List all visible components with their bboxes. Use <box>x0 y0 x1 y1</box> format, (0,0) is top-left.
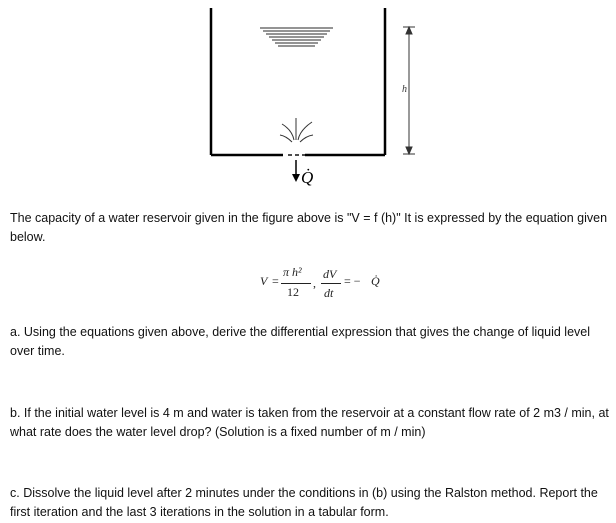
frac-bar-2 <box>321 283 341 284</box>
eq-numerator-2: dV <box>323 267 337 281</box>
flow-label: Q̇ <box>301 168 314 187</box>
question-b: b. If the initial water level is 4 m and water is taken from the reservoir at a constant flow rate of 2 m3 / min, at what rate does the water level drop? (Solution is a fixed number of m / min) <box>10 406 609 439</box>
frac-bar-1 <box>281 283 311 284</box>
eq-denominator-2: dt <box>324 286 334 300</box>
eq-equals-2: = − <box>344 274 361 288</box>
eq-equals-1: = <box>272 274 279 288</box>
intro-text: The capacity of a water reservoir given in the figure above is "V = f (h)" It is expressed by the equation given below. <box>10 211 608 244</box>
down-arrow-icon <box>292 160 300 182</box>
eq-numerator-1: π h² <box>283 265 302 279</box>
outlet-flow-icon <box>280 118 313 142</box>
reservoir-figure <box>0 0 616 200</box>
water-surface-icon <box>260 28 333 46</box>
equation-block <box>250 262 410 306</box>
tank-outline <box>211 8 385 155</box>
eq-lhs: V <box>260 274 268 288</box>
question-a: a. Using the equations given above, derive the differential expression that gives the change of liquid level over time. <box>10 325 591 358</box>
question-c: c. Dissolve the liquid level after 2 minutes under the conditions in (b) using the Ralston method. Report the first iteration and the last 3 iterations in the solution in a tabular form. <box>10 486 598 519</box>
height-label: h <box>402 84 407 95</box>
eq-rhs: Q̇ <box>371 274 380 288</box>
eq-comma: , <box>313 276 316 290</box>
eq-denominator-1: 12 <box>287 285 299 299</box>
